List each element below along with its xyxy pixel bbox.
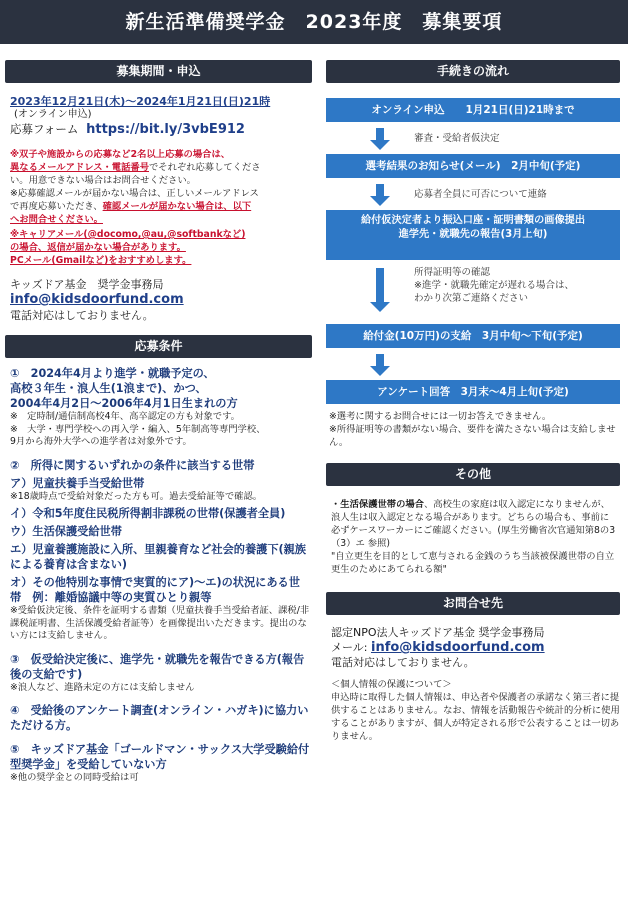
application-dates: 2023年12月21日(木)～2024年1月21日(日)21時 (10, 95, 271, 108)
condition-sub: ア）児童扶養手当受給世帯 (10, 476, 145, 490)
note-line: ※キャリアメール(@docomo,@au,@softbankなど) (10, 229, 246, 240)
condition-4 (10, 703, 310, 733)
condition-sub: イ）令和5年度住民税所得割非課税の世帯(保護者全員) (10, 507, 286, 520)
condition-sub: エ）児童養護施設に入所、里親養育など社会的養護下(親族による養育は含まない) (10, 543, 306, 571)
period-section (5, 95, 312, 138)
form-link[interactable]: https://bit.ly/3vbE912 (86, 122, 245, 137)
form-row (10, 121, 312, 138)
condition-text: ① 2024年4月より進学・就職予定の、 (10, 367, 215, 380)
condition-sub: ウ）生活保護受給世帯 (10, 525, 122, 538)
contact-heading: お問合せ先 (326, 592, 620, 615)
office-phone: 電話対応はしておりません。 (10, 309, 154, 322)
condition-text: ③ 仮受給決定後に、進学先・就職先を報告できる方(報告後の支給です) (10, 652, 305, 681)
condition-text: 2004年4月2日～2006年4月1日生まれの方 (10, 397, 238, 410)
arrow-down-icon (376, 354, 384, 366)
note-line: で再度応募いただき、確認メールが届かない場合は、以下 (10, 201, 252, 212)
flow-note-2: ※所得証明等の書類がない場合、要件を満たさない場合は支給しません。 (329, 424, 616, 448)
other-quote: "自立更生を目的として恵与される金銭のうち当該被保護世帯の自立更生のためにあてられる額" (331, 551, 615, 575)
flow-note: 応募者全員に可否について連絡 (414, 189, 547, 200)
flow-arrow (326, 178, 620, 210)
conditions-section (5, 366, 312, 785)
note-line: へお問合せください。 (10, 214, 103, 225)
flow-chart (326, 98, 620, 449)
flow-step-apply: オンライン申込 1月21日(日)21時まで (326, 98, 620, 122)
flow-arrow (326, 122, 620, 154)
office-name: キッズドア基金 奨学金事務局 (10, 278, 164, 291)
right-column (326, 60, 620, 743)
application-notes (5, 148, 312, 267)
privacy-text: 申込時に取得した個人情報は、申込者や保護者の承諾なく第三者に提供することはありません。なお、情報を活動報告や統計的分析に使用することがありますが、個人が特定される形で公表することは一切ありません。 (331, 692, 620, 742)
contact-phone: 電話対応はしておりません。 (331, 656, 475, 669)
condition-text: 高校３年生・浪人生(1浪まで)、かつ、 (10, 382, 207, 395)
office-info (5, 277, 312, 323)
privacy-section (326, 678, 620, 743)
other-heading: その他 (326, 463, 620, 486)
condition-1 (10, 366, 310, 449)
flow-note-line: わかり次第ご連絡ください (414, 293, 529, 304)
condition-note: ※他の奨学金との同時受給は可 (10, 772, 139, 783)
flow-note-line: 所得証明等の確認 (414, 267, 491, 278)
flow-step-documents (326, 210, 620, 260)
contact-mail-row (331, 640, 620, 655)
flow-heading: 手続きの流れ (326, 60, 620, 83)
flow-arrow (326, 260, 620, 324)
contact-org: 認定NPO法人キッズドア基金 奨学金事務局 (331, 626, 545, 639)
arrow-head-icon (370, 366, 390, 376)
flow-arrow (326, 348, 620, 380)
flow-step-text: 進学先・就職先の報告(3月上旬) (398, 229, 548, 240)
arrow-down-icon (376, 128, 384, 140)
form-label: 応募フォーム (10, 122, 79, 136)
period-heading: 募集期間・申込 (5, 60, 312, 83)
arrow-down-icon (376, 268, 384, 302)
other-section (326, 498, 620, 576)
note-line: い。用意できない場合はお問合せください。 (10, 175, 196, 186)
condition-3 (10, 652, 310, 695)
flow-step-result: 選考結果のお知らせ(メール) 2月中旬(予定) (326, 154, 620, 178)
contact-email[interactable]: info@kidsdoorfund.com (370, 640, 545, 655)
condition-note: ※受給仮決定後、条件を証明する書類（児童扶養手当受給者証、課税/非課税証明書、生活保護受給者証等）を画像提出いただきます。提出のない方には支給しません。 (10, 605, 310, 641)
note-line: の場合、返信が届かない場合があります。 (10, 242, 186, 253)
other-text: 、高校生の家庭は収入認定になりませんが、浪人生は収入認定となる場合があります。どちらの場合も、事前に必ずケースワーカーにご確認ください。(厚生労働省次官通知第8の3（3）エ 参照) (331, 499, 616, 549)
arrow-head-icon (370, 196, 390, 206)
condition-note: ※ 大学・専門学校への再入学・編入、5年制高等専門学校、 (10, 423, 266, 435)
page-title: 新生活準備奨学金 2023年度 募集要項 (0, 0, 628, 44)
left-column (5, 60, 312, 785)
condition-5 (10, 742, 310, 785)
flow-step-payment: 給付金(10万円)の支給 3月中旬～下旬(予定) (326, 324, 620, 348)
note-line: 異なるメールアドレス・電話番号でそれぞれ応募してくださ (10, 162, 261, 173)
flow-note-line: ※進学・就職先確定が遅れる場合は、 (414, 280, 574, 291)
privacy-title: ＜個人情報の保護について＞ (331, 679, 452, 690)
contact-section (326, 625, 620, 670)
condition-note: ※ 定時制/通信制高校4年、高卒認定の方も対象です。 (10, 411, 240, 422)
arrow-head-icon (370, 302, 390, 312)
condition-2 (10, 458, 310, 643)
contact-mail-label: メール: (331, 641, 371, 654)
condition-text: ② 所得に関するいずれかの条件に該当する世帯 (10, 458, 255, 472)
flow-note-1: ※選考に関するお問合せには一切お答えできません。 (329, 411, 552, 422)
conditions-heading: 応募条件 (5, 335, 312, 358)
condition-note: 9月から海外大学への進学者は対象外です。 (10, 436, 192, 447)
arrow-head-icon (370, 140, 390, 150)
other-bold: ・生活保護世帯の場合 (331, 499, 424, 510)
flow-note (414, 266, 574, 305)
condition-note: ※18歳時点で受給対象だった方も可。過去受給証等で確認。 (10, 490, 263, 502)
flow-step-text: 給付仮決定者より振込口座・証明書類の画像提出 (360, 215, 586, 226)
condition-text: ⑤ キッズドア基金「ゴールドマン・サックス大学受験給付型奨学金」を受給していない方 (10, 743, 310, 771)
office-email[interactable]: info@kidsdoorfund.com (10, 292, 184, 307)
note-line: PCメール(Gmailなど)をおすすめします。 (10, 255, 192, 266)
arrow-down-icon (376, 184, 384, 196)
note-line: ※応募確認メールが届かない場合は、正しいメールアドレス (10, 188, 259, 199)
note-line: ※双子や施設からの応募など2名以上応募の場合は、 (10, 149, 231, 160)
flow-step-survey: アンケート回答 3月末～4月上旬(予定) (326, 380, 620, 404)
condition-text: ④ 受給後のアンケート調査(オンライン・ハガキ)に協力いただける方。 (10, 704, 309, 732)
condition-note: ※浪人など、進路未定の方には支給しません (10, 681, 195, 693)
flow-note: 審査・受給者仮決定 (414, 133, 500, 144)
online-note: (オンライン申込) (14, 109, 92, 120)
condition-sub: オ）その他特別な事情で実質的にア)～エ)の状況にある世帯 例：離婚協議中等の実質ひとり親等 (10, 576, 300, 604)
